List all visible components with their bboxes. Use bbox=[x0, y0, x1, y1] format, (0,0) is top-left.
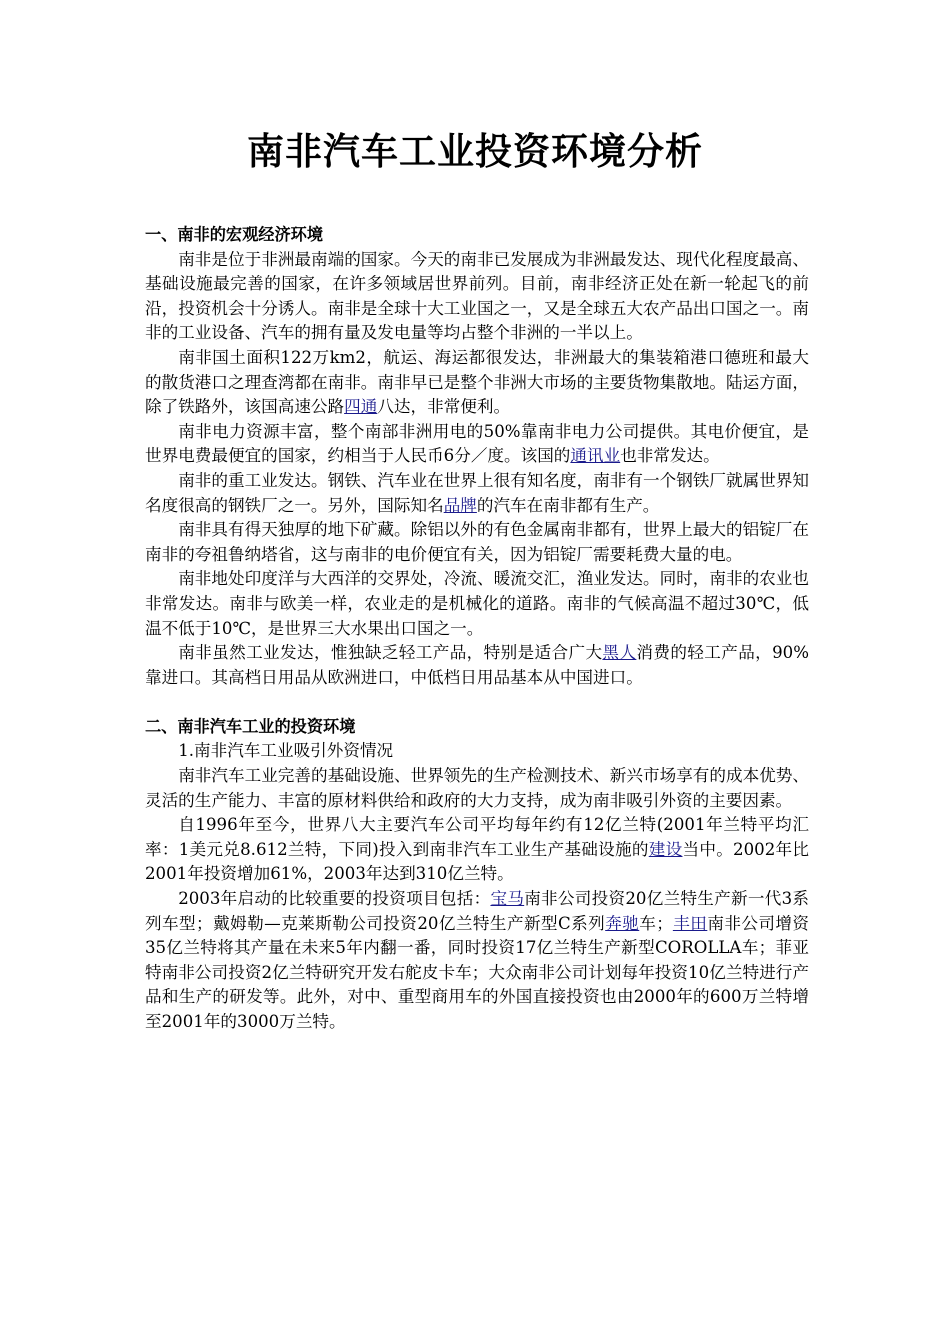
link-brand[interactable]: 品牌 bbox=[443, 495, 477, 515]
paragraph: 南非具有得天独厚的地下矿藏。除铝以外的有色金属南非都有，世界上最大的铝锭厂在南非的夸祖鲁纳塔省，这与南非的电价便宜有关，因为铝锭厂需要耗费大量的电。 bbox=[145, 520, 809, 564]
text-run: 的汽车在南非都有生产。 bbox=[476, 495, 660, 515]
paragraph bbox=[145, 641, 809, 690]
link-telecom[interactable]: 通讯业 bbox=[570, 446, 621, 466]
text-run: 八达，非常便利。 bbox=[377, 397, 511, 417]
text-run: 南非电力资源丰富，整个南部非洲用电的50%靠南非电力公司提供。其电价便宜，是世界电费最便宜的国家，约相当于人民币6分／度。该国的 bbox=[145, 421, 809, 466]
text-run: 也非常发达。 bbox=[620, 446, 720, 466]
paragraph: 南非是位于非洲最南端的国家。今天的南非已发展成为非洲最发达、现代化程度最高、基础设施最完善的国家，在许多领域居世界前列。目前，南非经济正处在新一轮起飞的前沿，投资机会十分诱人。南非是全球十大工业国之一，又是全球五大农产品出口国之一。南非的工业设备、汽车的拥有量及发电量等均占整个非洲的一半以上。 bbox=[145, 249, 809, 343]
text-run: 南非的重工业发达。钢铁、汽车业在世界上很有知名度，南非有一个钢铁厂就属世界知名度很高的钢铁厂之一。另外，国际知名 bbox=[145, 470, 809, 515]
text-run: 消费的轻工产品，90%靠进口。其高档日用品从欧洲进口，中低档日用品基本从中国进口。 bbox=[145, 643, 810, 687]
paragraph: 南非汽车工业完善的基础设施、世界领先的生产检测技术、新兴市场享有的成本优势、灵活的生产能力、丰富的原材料供给和政府的大力支持，成为南非吸引外资的主要因素。 bbox=[145, 766, 809, 810]
section-heading-macro-economy: 一、南非的宏观经济环境 bbox=[145, 225, 324, 244]
text-run: 南非虽然工业发达，惟独缺乏轻工产品，特别是适合广大 bbox=[178, 643, 603, 663]
link-black-people[interactable]: 黑人 bbox=[602, 643, 637, 663]
text-run: 南非国土面积122万km2，航运、海运都很发达，非洲最大的集装箱港口德班和最大的散货港口之理查湾都在南非。南非早已是整个非洲大市场的主要货物集散地。陆运方面，除了铁路外，该国高速公路 bbox=[145, 347, 809, 417]
text-run: 当中。2002年比2001年投资增加61%，2003年达到310亿兰特。 bbox=[145, 839, 810, 884]
spacer bbox=[145, 690, 809, 715]
paragraph bbox=[145, 420, 809, 469]
subheading: 1.南非汽车工业吸引外资情况 bbox=[178, 741, 394, 761]
link-construction[interactable]: 建设 bbox=[648, 839, 683, 859]
section-heading-investment: 二、南非汽车工业的投资环境 bbox=[145, 716, 356, 736]
paragraph bbox=[145, 469, 809, 518]
paragraph: 南非地处印度洋与大西洋的交界处，冷流、暖流交汇，渔业发达。同时，南非的农业也非常发达。南非与欧美一样，农业走的是机械化的道路。南非的气候高温不超过30℃，低温不低于10℃，是世界三大水果出口国之一。 bbox=[145, 569, 809, 638]
paragraph bbox=[145, 346, 809, 420]
text-run: 自1996年至今，世界八大主要汽车公司平均每年约有12亿兰特(2001年兰特平均汇率：1美元兑8.612兰特，下同)投入到南非汽车工业生产基础设施的 bbox=[145, 815, 809, 859]
link-toyota[interactable]: 丰田 bbox=[672, 913, 708, 933]
link-bmw[interactable]: 宝马 bbox=[490, 889, 525, 909]
link-sitong[interactable]: 四通 bbox=[344, 397, 378, 417]
paragraph bbox=[145, 813, 809, 887]
paragraph bbox=[145, 887, 809, 1035]
text-run: 南非公司投资20亿兰特生产新一代3系列车型；戴姆勒—克莱斯勒公司投资20亿兰特生产新型C系列 bbox=[145, 889, 810, 933]
document-body bbox=[145, 223, 809, 1035]
text-run: 车； bbox=[639, 913, 673, 933]
text-run: 2003年启动的比较重要的投资项目包括： bbox=[178, 889, 491, 909]
document-title: 南非汽车工业投资环境分析 bbox=[247, 130, 703, 173]
link-benz[interactable]: 奔驰 bbox=[605, 913, 640, 933]
text-run: 南非公司增资35亿兰特将其产量在未来5年内翻一番，同时投资17亿兰特生产新型COROLLA车；菲亚特南非公司投资2亿兰特研究开发右舵皮卡车；大众南非公司计划每年投资10亿兰特进行产品和生产的研发等。此外，对中、重型商用车的外国直接投资也由2000年的600万兰特增至2001年的3000万兰特。 bbox=[145, 913, 810, 1031]
